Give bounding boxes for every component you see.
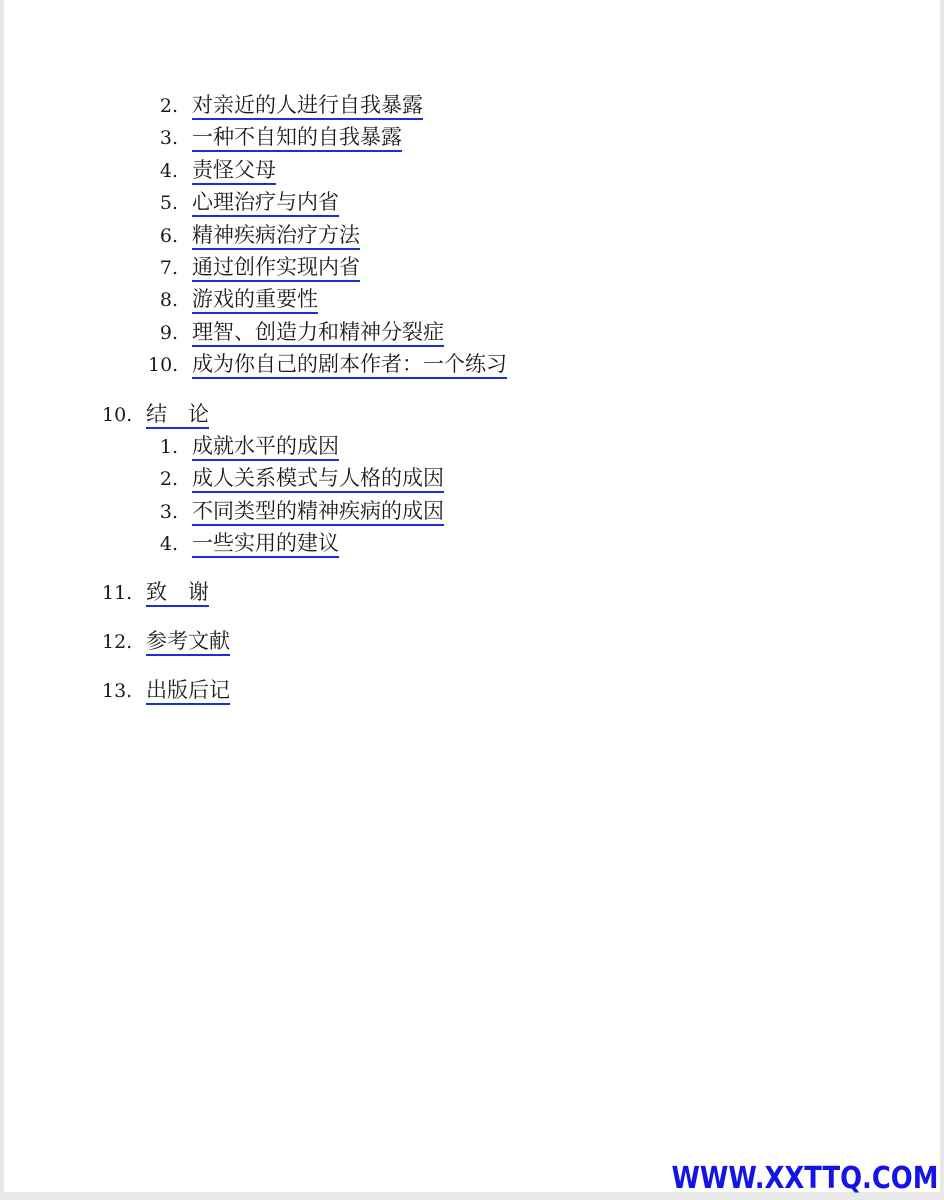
toc-entry bbox=[148, 92, 423, 120]
toc-entry bbox=[148, 157, 276, 185]
toc-chapter-number: 11. bbox=[102, 582, 133, 604]
toc-chapter-link[interactable]: 致 谢 bbox=[146, 579, 209, 607]
toc-entry bbox=[148, 222, 360, 250]
toc-entry-link[interactable]: 心理治疗与内省 bbox=[192, 189, 339, 217]
document-page bbox=[4, 0, 940, 1192]
toc-entry-link[interactable]: 理智、创造力和精神分裂症 bbox=[192, 319, 444, 347]
toc-entry-number: 3. bbox=[159, 127, 178, 149]
toc-entry-number: 9. bbox=[159, 322, 178, 344]
toc-entry-link[interactable]: 游戏的重要性 bbox=[192, 286, 318, 314]
toc-entry bbox=[148, 498, 444, 526]
toc-entry-number: 1. bbox=[159, 436, 178, 458]
toc-chapter bbox=[102, 628, 230, 656]
toc-chapter-number: 10. bbox=[102, 404, 133, 426]
toc-entry-link[interactable]: 一些实用的建议 bbox=[192, 530, 339, 558]
toc-chapter-link[interactable]: 结 论 bbox=[146, 401, 209, 429]
toc-chapter bbox=[102, 677, 230, 705]
toc-entry-link[interactable]: 成就水平的成因 bbox=[192, 433, 339, 461]
toc-entry-number: 6. bbox=[159, 225, 178, 247]
toc-entry bbox=[148, 530, 339, 558]
toc-entry-number: 2. bbox=[159, 95, 178, 117]
toc-entry-number: 7. bbox=[159, 257, 178, 279]
toc-entry-link[interactable]: 通过创作实现内省 bbox=[192, 254, 360, 282]
toc-chapter-number: 13. bbox=[102, 680, 133, 702]
toc-entry bbox=[148, 189, 339, 217]
toc-entry bbox=[148, 433, 339, 461]
toc-chapter-link[interactable]: 参考文献 bbox=[146, 628, 230, 656]
toc-entry-number: 4. bbox=[159, 160, 178, 182]
toc-entry bbox=[148, 351, 507, 379]
toc-entry bbox=[148, 286, 318, 314]
toc-entry-number: 10. bbox=[148, 354, 179, 376]
toc-chapter bbox=[102, 401, 209, 429]
toc-entry-link[interactable]: 责怪父母 bbox=[192, 157, 276, 185]
toc-entry-link[interactable]: 成人关系模式与人格的成因 bbox=[192, 465, 444, 493]
toc-entry-link[interactable]: 不同类型的精神疾病的成因 bbox=[192, 498, 444, 526]
toc-entry-link[interactable]: 成为你自己的剧本作者：一个练习 bbox=[192, 351, 507, 379]
toc-chapter-link[interactable]: 出版后记 bbox=[146, 677, 230, 705]
toc-entry-link[interactable]: 对亲近的人进行自我暴露 bbox=[192, 92, 423, 120]
toc-entry bbox=[148, 319, 444, 347]
toc-entry-number: 2. bbox=[159, 468, 178, 490]
toc-entry-number: 4. bbox=[159, 533, 178, 555]
toc-entry-number: 5. bbox=[159, 192, 178, 214]
toc-entry-link[interactable]: 精神疾病治疗方法 bbox=[192, 222, 360, 250]
toc-entry bbox=[148, 124, 402, 152]
toc-chapter bbox=[102, 579, 209, 607]
toc-entry-number: 3. bbox=[159, 501, 178, 523]
toc-entry-number: 8. bbox=[159, 289, 178, 311]
toc-chapter-number: 12. bbox=[102, 631, 133, 653]
toc-entry-link[interactable]: 一种不自知的自我暴露 bbox=[192, 124, 402, 152]
toc-entry bbox=[148, 465, 444, 493]
toc-entry bbox=[148, 254, 360, 282]
site-watermark: WWW.XXTTQ.COM bbox=[671, 1161, 938, 1196]
